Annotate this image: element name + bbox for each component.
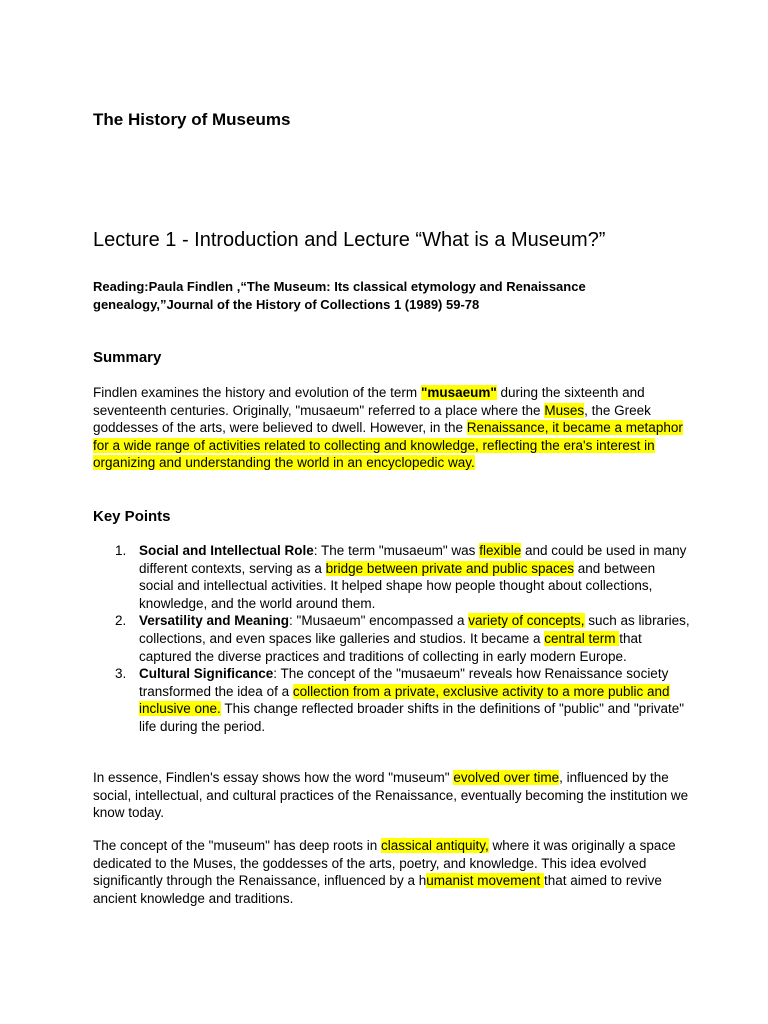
key-point-text: and could be used in many different contexts, serving as a [139,543,687,576]
key-point-highlight: flexible [479,543,522,558]
key-point-text: and between social and intellectual activities. It helped shape how people thought about collections, knowledge, and the world around them. [139,560,656,611]
key-points-heading: Key Points [93,508,171,525]
summary-text: , the Greek goddesses of the arts, were believed to dwell. However, in the [93,402,651,436]
key-point-text: that captured the diverse practices and traditions of collecting in early modern Europe. [139,630,642,664]
summary-heading: Summary [93,349,162,366]
key-point-item [93,612,693,665]
summary-highlight: "musaeum" [420,385,497,400]
lecture-heading: Lecture 1 - Introduction and Lecture “What is a Museum?” [93,229,606,251]
essence-text: , influenced by the social, intellectual, and cultural practices of the Renaissance, eventually becoming the institution we know today. [93,770,689,821]
key-point-number: 2. [115,613,127,629]
key-point-highlight: variety of concepts, [468,613,585,629]
key-point-text: : "Musaeum" encompassed a [289,613,469,629]
key-point-highlight: collection from a private, exclusive activity to a more public and inclusive one. [139,683,670,717]
key-point-number: 1. [115,543,127,558]
reading-line-1: Reading:Paula Findlen ,“The Museum: Its classical etymology and Renaissance [93,279,586,294]
key-point-text: such as libraries, collections, and even spaces like galleries and studios. It became a [139,613,690,646]
key-point-highlight: bridge between private and public spaces [325,560,575,576]
key-point-text: This change reflected broader shifts in the definitions of "public" and "private" life during the period. [139,701,684,734]
concept-text: that aimed to revive ancient knowledge and traditions. [93,873,662,906]
reading-line-2: genealogy,”Journal of the History of Collections 1 (1989) 59-78 [93,297,480,312]
summary-text: Findlen examines the history and evolution of the term [93,385,421,400]
summary-text: during the sixteenth and seventeenth centuries. Originally, "musaeum" referred to a place where the [93,385,645,418]
concept-highlight: classical antiquity, [381,838,489,853]
essence-paragraph [93,769,693,822]
concept-text: where it was originally a space dedicated to the Muses, the goddesses of the arts, poetry, and knowledge. This idea evolved significantly through the Renaissance, influenced by a h [93,838,676,889]
concept-paragraph [93,837,693,907]
essence-text: In essence, Findlen's essay shows how the word "museum" [93,770,454,785]
reading-citation [93,278,693,314]
document-title: The History of Museums [93,110,291,129]
key-point-text: : The concept of the "musaeum" reveals how Renaissance society transformed the idea of a [139,666,669,699]
key-point-item [93,665,693,735]
summary-paragraph [93,384,693,472]
key-point-item [93,542,693,612]
key-point-label: Versatility and Meaning [139,613,290,629]
key-point-label: Cultural Significance [139,666,274,682]
key-point-text: : The term "musaeum" was [313,543,480,558]
concept-highlight: umanist movement [426,873,545,889]
key-point-highlight: central term [544,630,620,646]
concept-text: The concept of the "museum" has deep roots in [93,838,381,853]
summary-highlight: Renaissance, it became a metaphor for a wide range of activities related to collecting and knowledge, reflecting the era's interest in organizing and understanding the world in an encyclopedic way. [93,420,683,471]
key-points-list [93,542,693,736]
key-point-label: Social and Intellectual Role [139,543,314,558]
key-point-number: 3. [115,666,127,682]
essence-highlight: evolved over time [453,770,560,785]
summary-highlight: Muses [544,402,585,418]
